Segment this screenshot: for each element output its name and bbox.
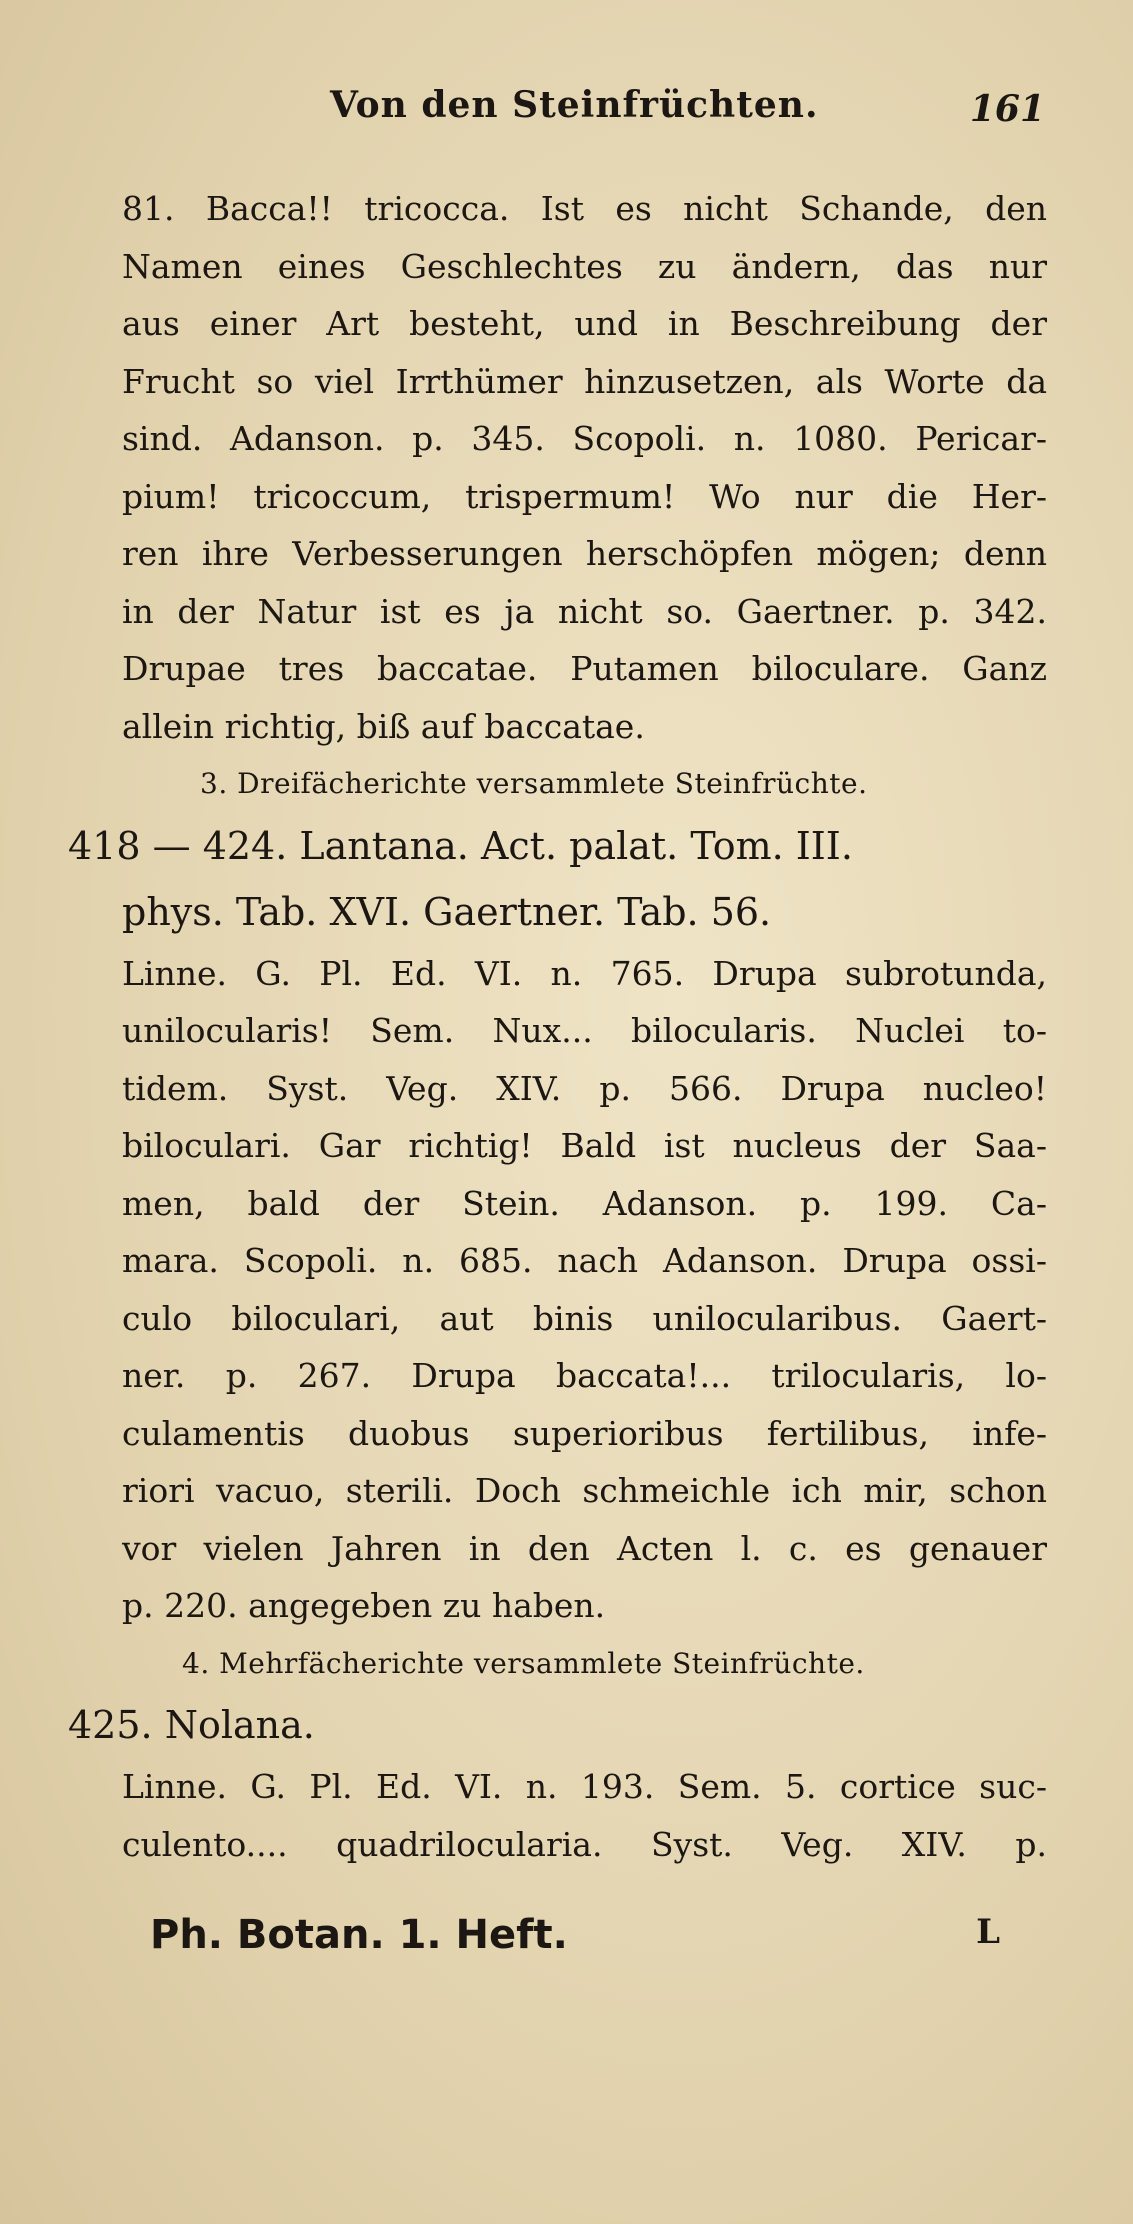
entry-heading: 425. Nolana. [68, 1703, 315, 1747]
text-line: culamentis duobus superioribus fertilibus, infe- [122, 1413, 1047, 1453]
page-number: 161 [969, 88, 1045, 130]
text-line: Drupae tres baccatae. Putamen biloculare. Ganz [122, 649, 1047, 688]
section-heading: 4. Mehrfächerichte versammlete Steinfrüchte. [182, 1646, 865, 1680]
page-footer [150, 1912, 1000, 1972]
text-line: p. 220. angegeben zu haben. [122, 1586, 606, 1625]
text-line: biloculari. Gar richtig! Bald ist nucleus der Saa- [122, 1126, 1047, 1165]
signature-text: Ph. Botan. 1. Heft. [150, 1912, 568, 1958]
entry-heading: 418 — 424. Lantana. Act. palat. Tom. III. [68, 823, 853, 868]
text-line: in der Natur ist es ja nicht so. Gaertner. p. 342. [122, 591, 1047, 631]
text-line: tidem. Syst. Veg. XIV. p. 566. Drupa nucleo! [122, 1068, 1047, 1108]
text-line: men, bald der Stein. Adanson. p. 199. Ca- [122, 1183, 1047, 1223]
signature-mark: L [976, 1912, 1000, 1952]
text-line: Namen eines Geschlechtes zu ändern, das nur [122, 246, 1047, 286]
page-header [0, 78, 1133, 138]
text-line: vor vielen Jahren in den Acten l. c. es genauer [122, 1528, 1047, 1568]
section-heading: 3. Dreifächerichte versammlete Steinfrüchte. [200, 767, 868, 800]
text-line: pium! tricoccum, trispermum! Wo nur die Her- [122, 476, 1047, 516]
text-line: Linne. G. Pl. Ed. VI. n. 765. Drupa subrotunda, [122, 953, 1047, 993]
text-line: sind. Adanson. p. 345. Scopoli. n. 1080. Pericar- [122, 419, 1047, 458]
text-line: culo biloculari, aut binis unilocularibus. Gaert- [122, 1298, 1047, 1338]
text-line: Frucht so viel Irrthümer hinzusetzen, als Worte da [122, 361, 1047, 401]
text-line: aus einer Art besteht, und in Beschreibung der [122, 304, 1047, 343]
text-line: 81. Bacca!! tricocca. Ist es nicht Schande, den [122, 189, 1047, 228]
text-line: unilocularis! Sem. Nux... bilocularis. Nuclei to- [122, 1011, 1047, 1050]
text-line: ner. p. 267. Drupa baccata!... trilocularis, lo- [122, 1356, 1047, 1395]
text-line: mara. Scopoli. n. 685. nach Adanson. Drupa ossi- [122, 1241, 1047, 1280]
text-line: ren ihre Verbesserungen herschöpfen mögen; denn [122, 534, 1047, 573]
body-text [68, 180, 1047, 1873]
text-line: culento.... quadrilocularia. Syst. Veg. XIV. p. [122, 1824, 1047, 1864]
text-line: riori vacuo, sterili. Doch schmeichle ich mir, schon [122, 1471, 1047, 1510]
entry-heading: phys. Tab. XVI. Gaertner. Tab. 56. [122, 889, 772, 934]
text-line: allein richtig, biß auf baccatae. [122, 706, 645, 746]
text-line: Linne. G. Pl. Ed. VI. n. 193. Sem. 5. cortice suc- [122, 1767, 1047, 1806]
running-title: Von den Steinfrüchten. [330, 84, 819, 126]
